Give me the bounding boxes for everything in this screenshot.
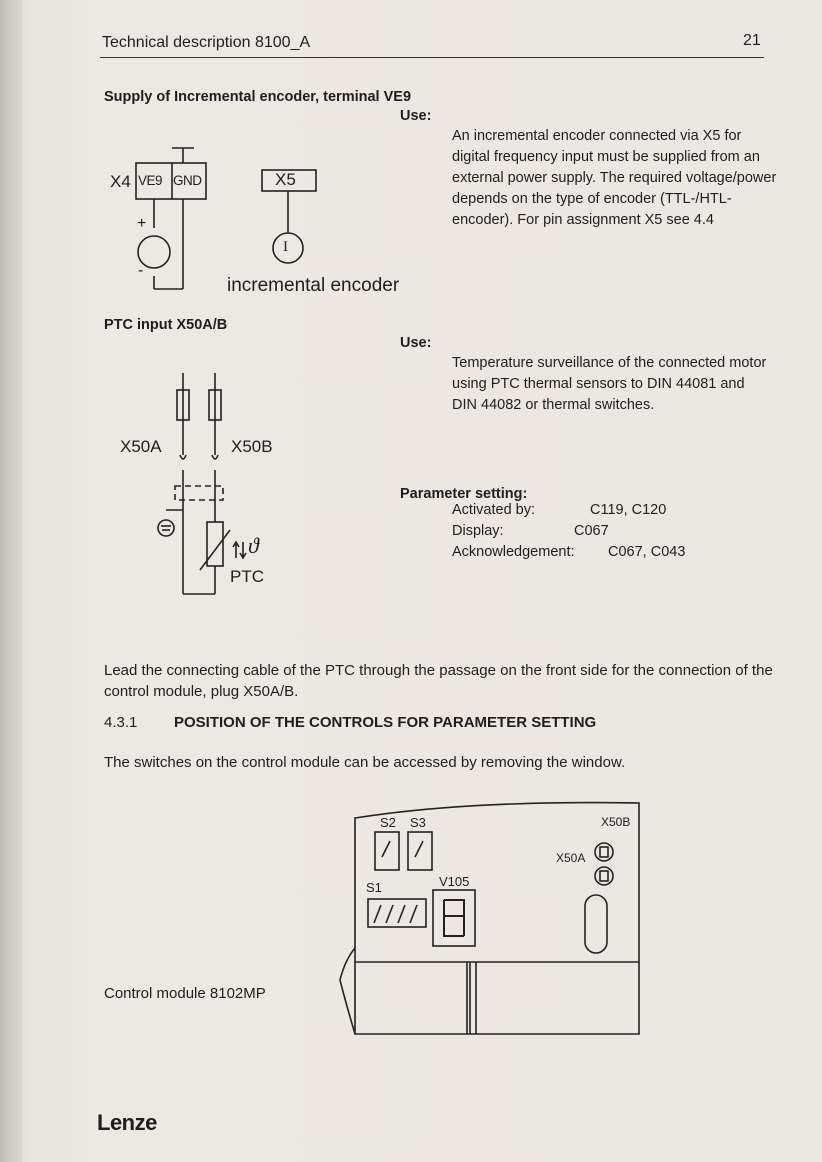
label-v105: V105	[439, 874, 470, 889]
switch-s1	[368, 899, 426, 927]
seven-segment-digit	[444, 900, 464, 936]
page-number: 21	[743, 32, 761, 49]
label-theta: ϑ	[248, 533, 259, 558]
label-s1: S1	[366, 880, 382, 895]
label-minus: -	[138, 262, 144, 279]
encoder-caption: incremental encoder	[227, 275, 400, 296]
section-number: 4.3.1	[104, 714, 138, 731]
label-current: I	[283, 239, 288, 255]
module-outline	[355, 803, 639, 1034]
cable-passage	[585, 895, 607, 953]
label-x50b: X50B	[231, 437, 273, 456]
lenze-logo: Lenze	[97, 1110, 157, 1135]
section-heading: POSITION OF THE CONTROLS FOR PARAMETER SETTING	[174, 714, 597, 731]
module-caption: Control module 8102MP	[104, 985, 266, 1002]
label-s2: S2	[380, 815, 396, 830]
encoder-heading: Supply of Incremental encoder, terminal VE9	[104, 89, 412, 105]
param-ack-label: Acknowledgement:	[452, 544, 575, 560]
param-heading: Parameter setting:	[400, 486, 528, 502]
switch-s2	[375, 832, 399, 870]
header-title: Technical description 8100_A	[102, 34, 311, 51]
label-module-x50b: X50B	[601, 815, 631, 829]
connector-x50b	[595, 843, 613, 861]
ptc-use-text: Temperature surveillance of the connected motor using PTC thermal sensors to DIN 44081 and DIN 44082 or thermal switches.	[452, 355, 767, 413]
label-module-x50a: X50A	[556, 851, 586, 865]
label-ptc: PTC	[230, 567, 264, 586]
control-module-diagram	[340, 803, 639, 1034]
label-x5: X5	[275, 170, 296, 189]
ptc-use-label: Use:	[400, 335, 432, 351]
param-activated-label: Activated by:	[452, 502, 536, 518]
label-plus: +	[137, 215, 147, 232]
param-ack-value: C067, C043	[608, 544, 686, 560]
label-s3: S3	[410, 815, 426, 830]
label-ve9: VE9	[138, 173, 163, 188]
encoder-use-text: An incremental encoder connected via X5 for digital frequency input must be supplied from an external power supply. The required voltage/power depends on the type of encoder (TTL-/HTL-encoder). For pin assignment X5 see 4.4	[452, 128, 777, 228]
connector-x50a	[595, 867, 613, 885]
ptc-resistor	[207, 522, 223, 566]
param-activated-value: C119, C120	[590, 502, 667, 518]
lead-paragraph: Lead the connecting cable of the PTC through the passage on the front side for the connection of the control module, plug X50A/B.	[104, 662, 773, 700]
current-source-symbol	[273, 233, 303, 263]
label-x4: X4	[110, 172, 131, 191]
ground-symbol	[158, 520, 174, 536]
display-v105	[433, 890, 475, 946]
ptc-heading: PTC input X50A/B	[104, 317, 228, 333]
encoder-use-label: Use:	[400, 108, 432, 124]
param-display-label: Display:	[452, 523, 504, 539]
ptc-circuit-diagram	[158, 373, 246, 594]
label-x50a: X50A	[120, 437, 162, 456]
label-gnd: GND	[173, 173, 202, 188]
switch-s3	[408, 832, 432, 870]
controls-paragraph: The switches on the control module can be accessed by removing the window.	[104, 754, 626, 771]
param-display-value: C067	[574, 523, 609, 539]
